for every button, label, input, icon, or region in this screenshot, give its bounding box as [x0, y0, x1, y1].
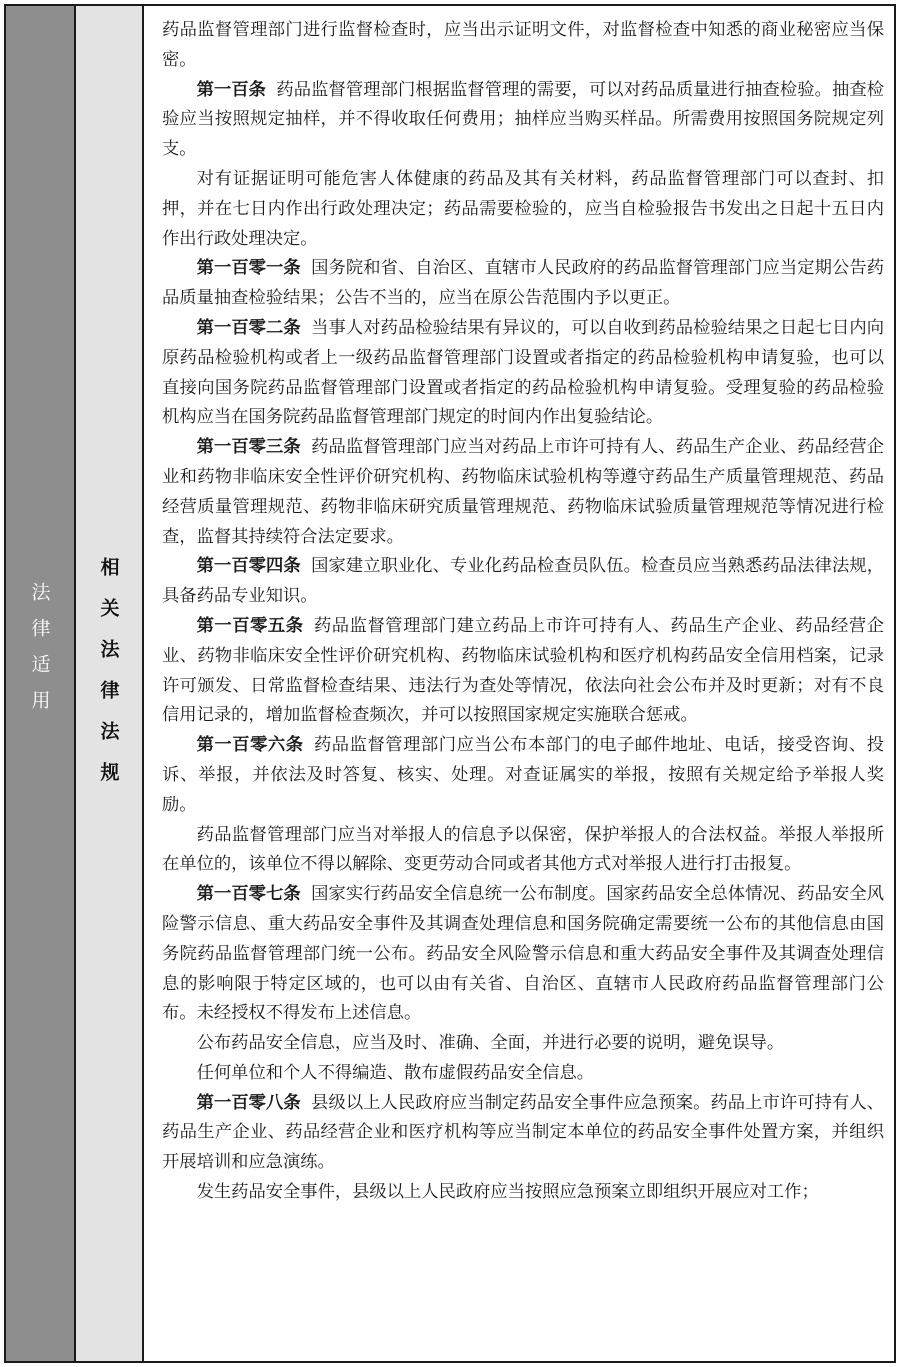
- law-paragraph: [162, 1089, 884, 1178]
- section-column: [6, 6, 76, 1361]
- law-text-content: [144, 6, 894, 1361]
- document-table: [4, 4, 896, 1363]
- paragraph-text: 县级以上人民政府应当制定药品安全事件应急预案。药品上市许可持有人、药品生产企业、药品经营企业和医疗机构等应当制定本单位的药品安全事件处置方案，并组织开展培训和应急演练。: [162, 1092, 884, 1173]
- paragraph-text: 国家实行药品安全信息统一公布制度。国家药品安全总体情况、药品安全风险警示信息、重大药品安全事件及其调查处理信息和国务院确定需要统一公布的其他信息由国务院药品监督管理部门统一公布。药品安全风险警示信息和重大药品安全事件及其调查处理信息的影响限于特定区域的，也可以由有关省、自治区、直辖市人民政府药品监督管理部门公布。未经授权不得发布上述信息。: [162, 884, 884, 1024]
- paragraph-text: 当事人对药品检验结果有异议的，可以自收到药品检验结果之日起七日内向原药品检验机构或者上一级药品监督管理部门设置或者指定的药品检验机构申请复验，也可以直接向国务院药品监督管理部门设置或者指定的药品检验机构申请复验。受理复验的药品检验机构应当在国务院药品监督管理部门规定的时间内作出复验结论。: [162, 317, 884, 428]
- law-paragraph: [162, 16, 884, 76]
- article-number: 第一百零六条: [196, 735, 304, 756]
- article-number: 第一百零一条: [196, 258, 301, 279]
- paragraph-text: 任何单位和个人不得编造、散布虚假药品安全信息。: [196, 1062, 595, 1083]
- law-paragraph: [162, 433, 884, 552]
- law-paragraph: [162, 76, 884, 165]
- paragraph-text: 药品监督管理部门根据监督管理的需要，可以对药品质量进行抽查检验。抽查检验应当按照规定抽样，并不得收取任何费用；抽样应当购买样品。所需费用按照国务院规定列支。: [162, 79, 884, 160]
- article-number: 第一百零三条: [196, 437, 301, 458]
- paragraph-text: 药品监督管理部门进行监督检查时，应当出示证明文件，对监督检查中知悉的商业秘密应当保密。: [162, 20, 884, 70]
- law-paragraph: [162, 880, 884, 1029]
- article-number: 第一百零四条: [196, 556, 301, 577]
- paragraph-text: 发生药品安全事件，县级以上人民政府应当按照应急预案立即组织开展应对工作；: [196, 1182, 819, 1203]
- subsection-column: [76, 6, 144, 1361]
- paragraph-text: 国家建立职业化、专业化药品检查员队伍。检查员应当熟悉药品法律法规，具备药品专业知识。: [162, 556, 884, 607]
- paragraph-text: 药品监督管理部门建立药品上市许可持有人、药品生产企业、药品经营企业、药物非临床安全性评价研究机构、药物临床试验机构和医疗机构药品安全信用档案，记录许可颁发、日常监督检查结果、违法行为查处等情况，依法向社会公布并及时更新；对有不良信用记录的，增加监督检查频次，并可以按照国家规定实施联合惩戒。: [162, 615, 884, 726]
- subsection-label: 相关法律法规: [97, 556, 120, 803]
- law-paragraph: [162, 314, 884, 433]
- paragraph-text: 对有证据证明可能危害人体健康的药品及其有关材料，药品监督管理部门可以查封、扣押，并在七日内作出行政处理决定；药品需要检验的，应当自检验报告书发出之日起十五日内作出行政处理决定。: [162, 168, 884, 249]
- law-paragraph: [162, 612, 884, 731]
- law-paragraph: [162, 165, 884, 254]
- law-paragraph: [162, 821, 884, 881]
- article-number: 第一百零五条: [196, 615, 304, 636]
- law-paragraph: [162, 1029, 884, 1059]
- article-number: 第一百零八条: [196, 1092, 301, 1113]
- paragraph-text: 国务院和省、自治区、直辖市人民政府的药品监督管理部门应当定期公告药品质量抽查检验结果；公告不当的，应当在原公告范围内予以更正。: [162, 258, 884, 309]
- section-label: 法律适用: [28, 581, 51, 726]
- law-paragraph: [162, 552, 884, 612]
- article-number: 第一百零七条: [196, 884, 301, 905]
- law-paragraph: [162, 254, 884, 314]
- law-paragraph: [162, 731, 884, 820]
- paragraph-text: 公布药品安全信息，应当及时、准确、全面，并进行必要的说明，避免误导。: [196, 1033, 785, 1054]
- article-number: 第一百条: [196, 79, 267, 100]
- law-paragraph: [162, 1059, 884, 1089]
- paragraph-text: 药品监督管理部门应当对药品上市许可持有人、药品生产企业、药品经营企业和药物非临床安全性评价研究机构、药物临床试验机构等遵守药品生产质量管理规范、药品经营质量管理规范、药物非临床研究质量管理规范、药物临床试验质量管理规范等情况进行检查，监督其持续符合法定要求。: [162, 437, 884, 547]
- article-number: 第一百零二条: [196, 317, 301, 338]
- paragraph-text: 药品监督管理部门应当对举报人的信息予以保密，保护举报人的合法权益。举报人举报所在单位的，该单位不得以解除、变更劳动合同或者其他方式对举报人进行打击报复。: [162, 824, 884, 875]
- law-paragraph: [162, 1178, 884, 1208]
- paragraph-text: 药品监督管理部门应当公布本部门的电子邮件地址、电话，接受咨询、投诉、举报，并依法及时答复、核实、处理。对查证属实的举报，按照有关规定给予举报人奖励。: [162, 735, 884, 815]
